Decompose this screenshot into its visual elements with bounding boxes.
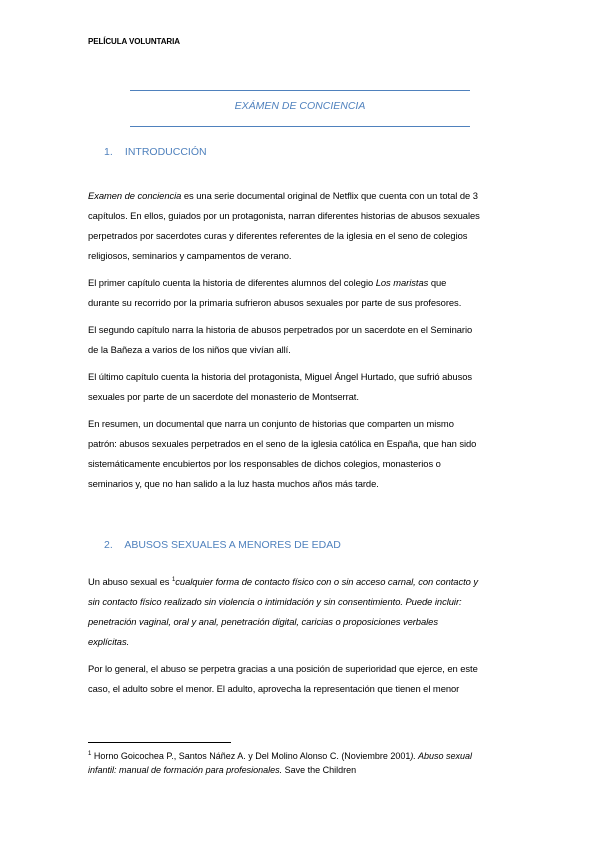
text-line: patrón: abusos sexuales perpetrados en el seno de la iglesia católica en España, que han sido <box>88 438 477 449</box>
text-run: que <box>428 277 447 288</box>
text-line: En resumen, un documental que narra un conjunto de historias que comparten un mismo <box>88 418 454 429</box>
footnote <box>88 749 518 777</box>
text-run: infantil: manual de formación para profesionales. <box>88 765 283 775</box>
text-line: capítulos. En ellos, guiados por un protagonista, narran diferentes historias de abusos sexuales <box>88 210 480 221</box>
text-run: es una serie documental original de Netflix que cuenta con un total de 3 <box>181 190 478 201</box>
text-line: explícitas. <box>88 636 130 647</box>
text-line: sin contacto físico realizado sin violencia o intimidación y sin consentimiento. Puede incluir: <box>88 596 462 607</box>
text-line: El último capítulo cuenta la historia del protagonista, Miguel Ángel Hurtado, que sufrió abusos <box>88 371 473 382</box>
text-line: caso, el adulto sobre el menor. El adulto, aprovecha la representación que tienen el menor <box>88 683 460 694</box>
text-line: perpetrados por sacerdotes curas y diferentes referentes de la iglesia en el seno de colegios <box>88 230 468 241</box>
footnote-reference: 1 <box>172 577 176 583</box>
text-run: Save the Children <box>282 765 357 775</box>
intro-paragraph-3 <box>88 320 514 360</box>
abuse-paragraph-1 <box>88 572 514 652</box>
text-run: ). Abuso sexual <box>410 751 473 761</box>
text-line: El segundo capítulo narra la historia de abusos perpetrados por un sacerdote en el Seminario <box>88 324 473 335</box>
document-title: EXÁMEN DE CONCIENCIA <box>234 100 366 112</box>
intro-paragraph-5 <box>88 414 514 494</box>
series-title: Examen de conciencia <box>88 190 182 201</box>
section-number: 1. <box>104 146 113 158</box>
text-line: sexuales por parte de un sacerdote del monasterio de Montserrat. <box>88 391 359 402</box>
text-run: El primer capítulo cuenta la historia de diferentes alumnos del colegio <box>88 277 376 288</box>
text-line: de la Bañeza a varios de los niños que vivían allí. <box>88 344 291 355</box>
text-line: penetración vaginal, oral y anal, penetración digital, caricias o proposiciones verbales <box>88 616 438 627</box>
text-run: Horno Goicochea P., Santos Náñez A. y Del Molino Alonso C. (Noviembre 2001 <box>91 751 411 761</box>
abuse-paragraph-2 <box>88 659 514 699</box>
section-number: 2. <box>104 539 113 551</box>
definition-quote: cualquier forma de contacto físico con o sin acceso carnal, con contacto y <box>175 576 479 587</box>
text-line: durante su recorrido por la primaria sufrieron abusos sexuales por parte de sus profesores. <box>88 297 462 308</box>
text-run: Un abuso sexual es <box>88 576 172 587</box>
section-title: ABUSOS SEXUALES A MENORES DE EDAD <box>124 539 341 551</box>
footnote-separator <box>88 742 231 743</box>
section-heading-abusos <box>104 539 341 551</box>
footnote-marker: 1 <box>88 751 92 757</box>
school-name: Los maristas <box>375 277 429 288</box>
intro-paragraph-1 <box>88 186 514 266</box>
title-rule-bottom <box>130 126 470 127</box>
text-line: religiosos, seminarios y campamentos de verano. <box>88 250 292 261</box>
text-line: seminarios y, que no han salido a la luz hasta muchos años más tarde. <box>88 478 379 489</box>
intro-paragraph-2 <box>88 273 514 313</box>
intro-paragraph-4 <box>88 367 514 407</box>
running-header: PELÍCULA VOLUNTARIA <box>88 37 180 46</box>
section-title: INTRODUCCIÓN <box>124 146 207 158</box>
title-rule-top <box>130 90 470 91</box>
text-line: Por lo general, el abuso se perpetra gracias a una posición de superioridad que ejerce, en este <box>88 663 478 674</box>
text-line: sistemáticamente encubiertos por los responsables de dichos colegios, monasterios o <box>88 458 441 469</box>
section-heading-introduccion <box>104 146 207 158</box>
